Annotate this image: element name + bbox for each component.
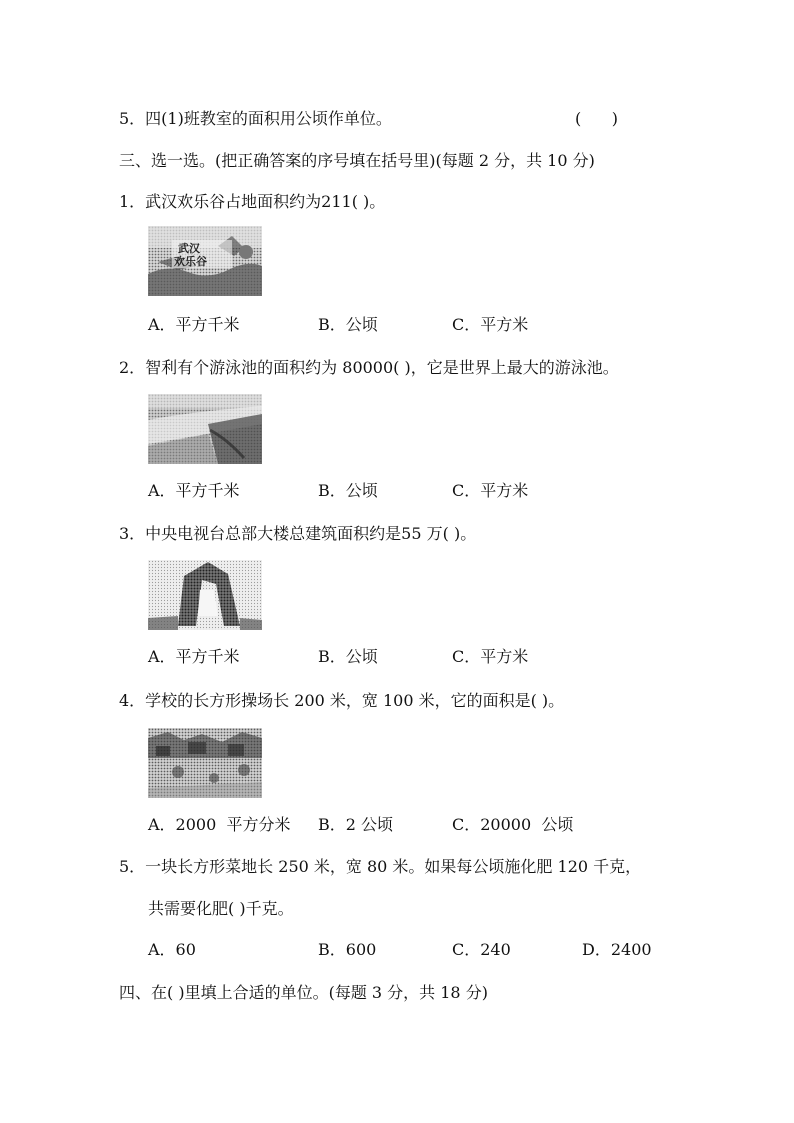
option-c: C．240 — [452, 940, 511, 959]
pool-photo — [148, 394, 262, 464]
option-a: A．60 — [148, 940, 196, 959]
options-row — [148, 480, 708, 502]
park-sign-line2: 欢乐谷 — [174, 255, 207, 268]
park-sign-line1: 武汉 — [178, 242, 200, 255]
question-text: 4．学校的长方形操场长 200 米，宽 100 米，它的面积是( )。 — [119, 691, 565, 710]
option-c: C．20000 公顷 — [452, 815, 574, 834]
options-row — [148, 646, 708, 668]
question-text: 5．一块长方形菜地长 250 米，宽 80 米。如果每公顷施化肥 120 千克， — [119, 857, 642, 876]
section-heading: 四、在( )里填上合适的单位。(每题 3 分，共 18 分) — [119, 983, 488, 1002]
option-a: A．2000 平方分米 — [148, 815, 291, 834]
options-row — [148, 314, 708, 336]
option-c: C．平方米 — [452, 647, 529, 666]
question-text-continued: 共需要化肥( )千克。 — [148, 899, 294, 918]
option-d: D．2400 — [582, 940, 652, 959]
option-a: A．平方千米 — [148, 647, 240, 666]
options-row — [148, 939, 708, 961]
option-a: A．平方千米 — [148, 481, 240, 500]
option-c: C．平方米 — [452, 315, 529, 334]
question-text: 1．武汉欢乐谷占地面积约为211( )。 — [119, 192, 386, 211]
option-a: A．平方千米 — [148, 315, 240, 334]
option-c: C．平方米 — [452, 481, 529, 500]
option-b: B．600 — [318, 940, 377, 959]
section-heading: 三、选一选。(把正确答案的序号填在括号里)(每题 2 分，共 10 分) — [119, 151, 595, 170]
option-b: B．公顷 — [318, 315, 378, 334]
answer-paren: ( ) — [575, 109, 618, 128]
options-row — [148, 814, 708, 836]
question-text: 2．智利有个游泳池的面积约为 80000( )，它是世界上最大的游泳池。 — [119, 358, 619, 377]
question-text: 3．中央电视台总部大楼总建筑面积约是55 万( )。 — [119, 524, 477, 543]
question-text: 5．四(1)班教室的面积用公顷作单位。 — [119, 109, 392, 128]
option-b: B．公顷 — [318, 647, 378, 666]
park-photo — [148, 226, 262, 296]
option-b: B．2 公顷 — [318, 815, 394, 834]
cctv-tower-photo — [148, 560, 262, 630]
playground-photo — [148, 728, 262, 798]
option-b: B．公顷 — [318, 481, 378, 500]
